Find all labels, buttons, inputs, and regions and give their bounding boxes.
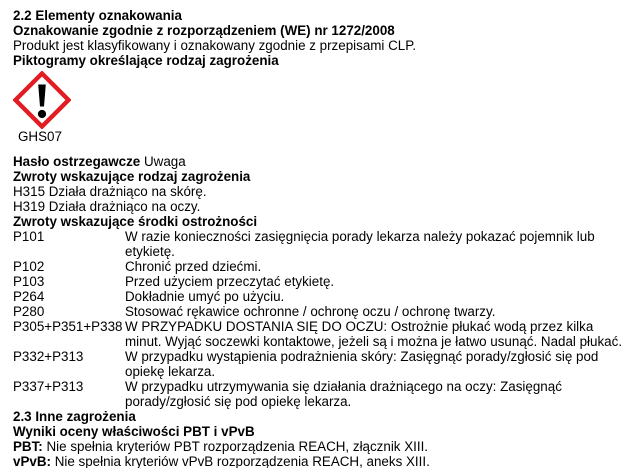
signal-word-value: Uwaga bbox=[144, 154, 186, 169]
hazard-code: H315 bbox=[13, 184, 46, 199]
precautionary-code: P337+P313 bbox=[13, 379, 84, 394]
vpvb-text: Nie spełnia kryteriów vPvB rozporządzenia REACH, aneks XIII. bbox=[54, 454, 430, 468]
precautionary-statement-row bbox=[13, 349, 630, 379]
vpvb-result-line bbox=[13, 454, 631, 468]
ghs-pictogram-block bbox=[13, 71, 631, 144]
precautionary-statement-row bbox=[13, 259, 630, 274]
precautionary-text: W razie konieczności zasięgnięcia porady lekarza należy pokazać pojemnik lub etykietę. bbox=[125, 229, 595, 259]
pictograms-heading: Piktogramy określające rodzaj zagrożenia bbox=[13, 53, 279, 68]
precautionary-statement-row bbox=[13, 304, 630, 319]
section-2-3-heading: 2.3 Inne zagrożenia bbox=[13, 409, 136, 424]
pictogram-code-label: GHS07 bbox=[18, 129, 62, 144]
hazard-text: Działa drażniąco na oczy. bbox=[48, 199, 201, 214]
hazard-text: Działa drażniąco na skórę. bbox=[48, 184, 207, 199]
precautionary-text: Chronić przed dziećmi. bbox=[125, 259, 262, 274]
precautionary-text: Stosować rękawice ochronne / ochronę oczu / ochronę twarzy. bbox=[125, 304, 496, 319]
precautionary-code: P332+P313 bbox=[13, 349, 84, 364]
pbt-text: Nie spełnia kryteriów PBT rozporządzenia REACH, złącznik XIII. bbox=[46, 439, 429, 454]
precautionary-code: P101 bbox=[13, 229, 45, 244]
pbt-label: PBT: bbox=[13, 439, 43, 454]
precautionary-statement-row bbox=[13, 289, 630, 304]
pbt-result-line bbox=[13, 439, 631, 454]
precautionary-text: Dokładnie umyć po użyciu. bbox=[125, 289, 285, 304]
hazard-code: H319 bbox=[13, 199, 46, 214]
clp-note: Produkt jest klasyfikowany i oznakowany zgodnie z przepisami CLP. bbox=[13, 38, 417, 53]
precautionary-statement-row bbox=[13, 274, 630, 289]
precautionary-code: P264 bbox=[13, 289, 45, 304]
hazard-statements-heading: Zwroty wskazujące rodzaj zagrożenia bbox=[13, 169, 251, 184]
precautionary-statements-heading: Zwroty wskazujące środki ostrożności bbox=[13, 214, 258, 229]
exclamation-dot bbox=[38, 110, 46, 118]
hazard-statement-row bbox=[13, 199, 631, 214]
precautionary-code: P305+P351+P338 bbox=[13, 319, 123, 334]
signal-word-label: Hasło ostrzegawcze bbox=[13, 154, 141, 169]
precautionary-statement-row bbox=[13, 229, 630, 259]
signal-word-line bbox=[13, 154, 631, 169]
ghs07-exclamation-pictogram-icon bbox=[13, 71, 71, 129]
section-2-2-heading: 2.2 Elementy oznakowania bbox=[13, 8, 182, 23]
precautionary-code: P280 bbox=[13, 304, 45, 319]
precautionary-text: W przypadku utrzymywania się działania drażniącego na oczy: Zasięgnąć porady/zgłosić się pod opiekę lekarza. bbox=[125, 379, 562, 409]
hazard-statement-row bbox=[13, 184, 631, 199]
precautionary-statement-row bbox=[13, 319, 630, 349]
precautionary-code: P102 bbox=[13, 259, 45, 274]
precautionary-text: W PRZYPADKU DOSTANIA SIĘ DO OCZU: Ostrożnie płukać wodą przez kilka minut. Wyjąć soczewki kontaktowe, jeżeli są i można je łatwo usunąć. Nadal płukać. bbox=[125, 319, 623, 349]
precautionary-text: Przed użyciem przeczytać etykietę. bbox=[125, 274, 335, 289]
precautionary-code: P103 bbox=[13, 274, 45, 289]
vpvb-label: vPvB: bbox=[13, 454, 51, 468]
precautionary-statement-row bbox=[13, 379, 630, 409]
precautionary-text: W przypadku wystąpienia podrażnienia skóry: Zasięgnąć porady/zgłosić się pod opiekę lekarza. bbox=[125, 349, 599, 379]
regulation-heading: Oznakowanie zgodnie z rozporządzeniem (WE) nr 1272/2008 bbox=[13, 23, 395, 38]
pbt-results-heading: Wyniki oceny właściwości PBT i vPvB bbox=[13, 424, 255, 439]
